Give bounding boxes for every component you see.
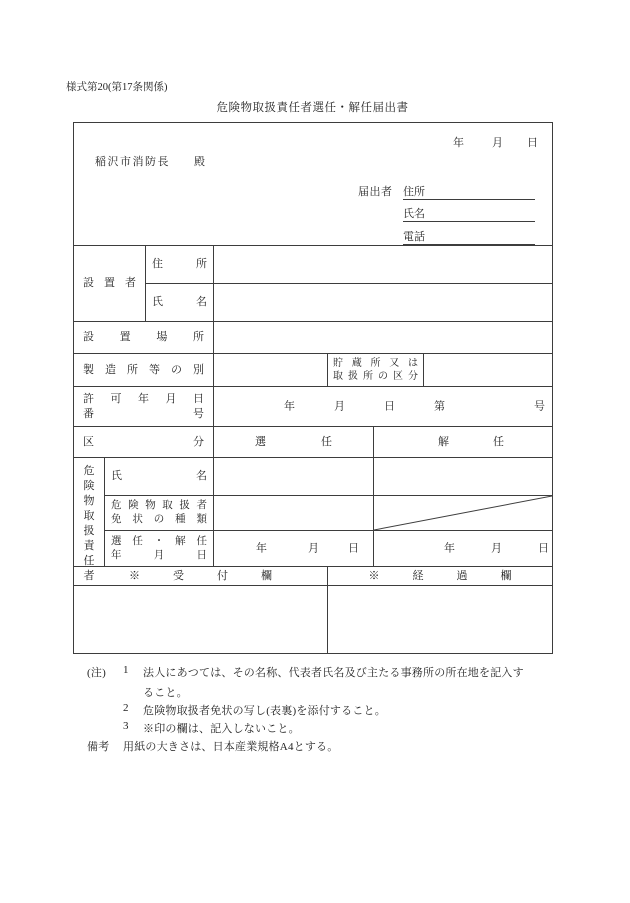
label-char: 月 (165, 392, 177, 405)
location-label-cell (73, 321, 214, 354)
label-char: 険 (128, 500, 139, 511)
label-char: 種 (175, 514, 186, 525)
category-label (74, 435, 213, 450)
reception-header: ※ 受 付 欄 (129, 569, 272, 582)
date-month-label: 月 (492, 137, 503, 149)
addressee-line (95, 153, 205, 169)
storage-category-label-cell (327, 353, 424, 387)
facility-label-cell (73, 353, 214, 387)
label-char: 解 (175, 535, 186, 547)
appoint-day-label: 日 (348, 542, 359, 554)
permit-label-line2 (74, 407, 213, 422)
permit-label-cell (73, 386, 214, 427)
applicant-name-field (403, 205, 535, 222)
label-char: 扱 (348, 371, 358, 382)
label-char: ・ (153, 535, 165, 547)
label-char: の (153, 514, 165, 525)
label-char: 号 (193, 407, 204, 420)
label-char: 許 (83, 392, 94, 405)
label-char: 所 (127, 363, 138, 376)
progress-box (327, 585, 553, 654)
facility-label (74, 363, 213, 378)
applicant-phone-field (403, 228, 535, 245)
label-char: 設 (83, 331, 94, 343)
note-2-number: 2 (123, 702, 129, 714)
label-char: 場 (156, 331, 168, 343)
diagonal-strikeout (374, 496, 552, 530)
storage-category-label-line1 (328, 357, 423, 370)
appoint-month-label: 月 (308, 542, 319, 554)
license-type-label-line2 (105, 513, 213, 527)
applicant-label: 届出者 (358, 186, 393, 198)
appoint-dismiss-date-label-line2 (105, 549, 213, 563)
permit-day-label: 日 (384, 400, 395, 412)
notes-heading: (注) (87, 667, 106, 679)
label-char: 険 (83, 480, 95, 492)
note-2-text: 危険物取扱者免状の写し(表裏)を添付すること。 (143, 705, 386, 717)
applicant-phone-label: 電話 (403, 231, 425, 243)
label-char: 物 (145, 500, 156, 511)
responsible-name-appoint-cell (213, 457, 374, 496)
label-char: 月 (153, 549, 165, 561)
label-char: 年 (111, 549, 122, 561)
remark-label: 備考 (87, 741, 110, 753)
progress-header-cell (327, 566, 553, 586)
label-char: 住 (152, 258, 163, 270)
appoint-dismiss-date-label-line1 (105, 535, 213, 549)
label-char: 日 (196, 549, 207, 561)
label-char: の (171, 363, 182, 376)
category-label-cell (73, 426, 214, 458)
label-char: 製 (83, 363, 94, 376)
label-char: 危 (111, 500, 122, 511)
label-char: 選 (111, 535, 122, 547)
reception-header-cell (73, 566, 328, 586)
label-char: 状 (132, 514, 143, 525)
label-char: 免 (111, 514, 122, 525)
license-type-dismiss-cell (373, 495, 553, 531)
label-char: 設 (83, 277, 94, 289)
label-char: 氏 (152, 296, 163, 308)
label-char: 任 (196, 535, 207, 547)
applicant-address-label: 住所 (403, 186, 425, 198)
reception-box (73, 585, 328, 654)
permit-no-suffix-label: 号 (534, 400, 545, 412)
applicant-name-label: 氏名 (403, 208, 425, 220)
label-char: 扱 (179, 500, 190, 511)
addressee-name: 稲沢市消防長 (95, 156, 170, 168)
appoint-date-value-cell (213, 530, 374, 567)
label-char: 区 (393, 371, 403, 382)
label-char: 任 (132, 535, 143, 547)
permit-month-label: 月 (334, 400, 345, 412)
storage-category-value-cell (423, 353, 553, 387)
label-char: 責 (83, 540, 95, 552)
label-char: 造 (105, 363, 116, 376)
label-char: 所 (370, 358, 381, 369)
label-char: 者 (125, 277, 136, 289)
appoint-dismiss-date-label-cell (104, 530, 214, 567)
label-char: 可 (110, 392, 122, 405)
label-char: 取 (162, 500, 173, 511)
label-char: 者 (196, 500, 207, 511)
dismissal-header: 解 任 (438, 435, 504, 448)
dismiss-month-label: 月 (491, 542, 502, 554)
document-title: 危険物取扱責任者選任・解任届出書 (216, 102, 409, 114)
dismiss-year-label: 年 (444, 542, 455, 554)
responsible-name-label-cell (104, 457, 214, 496)
note-1-text: 法人にあつては、その名称、代表者氏名及び主たる事務所の所在地を記入す (143, 667, 524, 679)
date-year-label: 年 (453, 137, 464, 149)
label-char: は (408, 358, 418, 369)
label-char: 類 (196, 514, 207, 525)
label-char: 所 (192, 331, 204, 343)
note-1-number: 1 (123, 664, 129, 676)
installer-label (74, 276, 145, 291)
label-char: 者 (83, 570, 95, 582)
dismiss-day-label: 日 (538, 542, 549, 554)
label-char: 等 (149, 363, 160, 376)
responsible-section-label-cell (73, 457, 105, 582)
label-char: 扱 (83, 525, 95, 537)
label-char: 置 (119, 331, 131, 343)
label-char: 取 (333, 371, 343, 382)
license-type-label-cell (104, 495, 214, 531)
permit-year-label: 年 (284, 400, 295, 412)
storage-category-label-line2 (328, 370, 423, 383)
label-char: 分 (408, 371, 418, 382)
note-1-continuation: ること。 (143, 687, 188, 699)
responsible-section-label (74, 458, 104, 582)
location-label (74, 330, 213, 345)
permit-value-cell (213, 386, 553, 427)
label-char: 貯 (333, 358, 343, 369)
honorific-label: 殿 (194, 156, 205, 168)
label-char: 任 (83, 555, 95, 567)
note-3-text: ※印の欄は、記入しないこと。 (143, 723, 300, 735)
label-char: 蔵 (351, 358, 362, 369)
installer-address-value-cell (213, 245, 553, 284)
appoint-year-label: 年 (256, 542, 267, 554)
responsible-name-dismiss-cell (373, 457, 553, 496)
permit-no-prefix-label: 第 (434, 400, 445, 412)
label-char: の (378, 371, 388, 382)
appointment-header-cell (213, 426, 374, 458)
remark-text: 用紙の大きさは、日本産業規格A4とする。 (123, 741, 339, 753)
label-char: 名 (196, 296, 207, 308)
dismiss-date-value-cell (373, 530, 553, 567)
form-code: 様式第20(第17条関係) (66, 82, 168, 93)
label-char: 危 (83, 465, 95, 477)
license-type-label-line1 (105, 499, 213, 513)
permit-label-line1 (74, 392, 213, 407)
label-char: 日 (193, 392, 204, 405)
label-char: 区 (83, 435, 94, 448)
date-day-label: 日 (527, 137, 538, 149)
label-char: 別 (193, 363, 204, 376)
label-char: 分 (193, 435, 204, 448)
responsible-name-label (105, 469, 213, 484)
installer-name-label (146, 295, 213, 310)
facility-value-cell (213, 353, 328, 387)
label-char: 所 (363, 371, 373, 382)
label-char: 置 (104, 277, 115, 289)
location-value-cell (213, 321, 553, 354)
installer-label-cell (73, 245, 146, 322)
label-char: 名 (196, 470, 207, 482)
dismissal-header-cell (373, 426, 553, 458)
label-char: 番 (83, 407, 94, 420)
label-char: 又 (389, 358, 400, 369)
label-char: 年 (138, 392, 149, 405)
appointment-header: 選 任 (255, 435, 332, 448)
installer-address-label (146, 257, 213, 272)
note-3-number: 3 (123, 720, 129, 732)
label-char: 取 (83, 510, 95, 522)
installer-name-value-cell (213, 283, 553, 322)
label-char: 氏 (111, 470, 122, 482)
label-char: 所 (196, 258, 207, 270)
applicant-address-field (403, 183, 535, 200)
installer-name-label-cell (145, 283, 214, 322)
license-type-appoint-cell (213, 495, 374, 531)
label-char: 物 (83, 495, 95, 507)
progress-header: ※ 経 過 欄 (368, 569, 512, 582)
installer-address-label-cell (145, 245, 214, 284)
